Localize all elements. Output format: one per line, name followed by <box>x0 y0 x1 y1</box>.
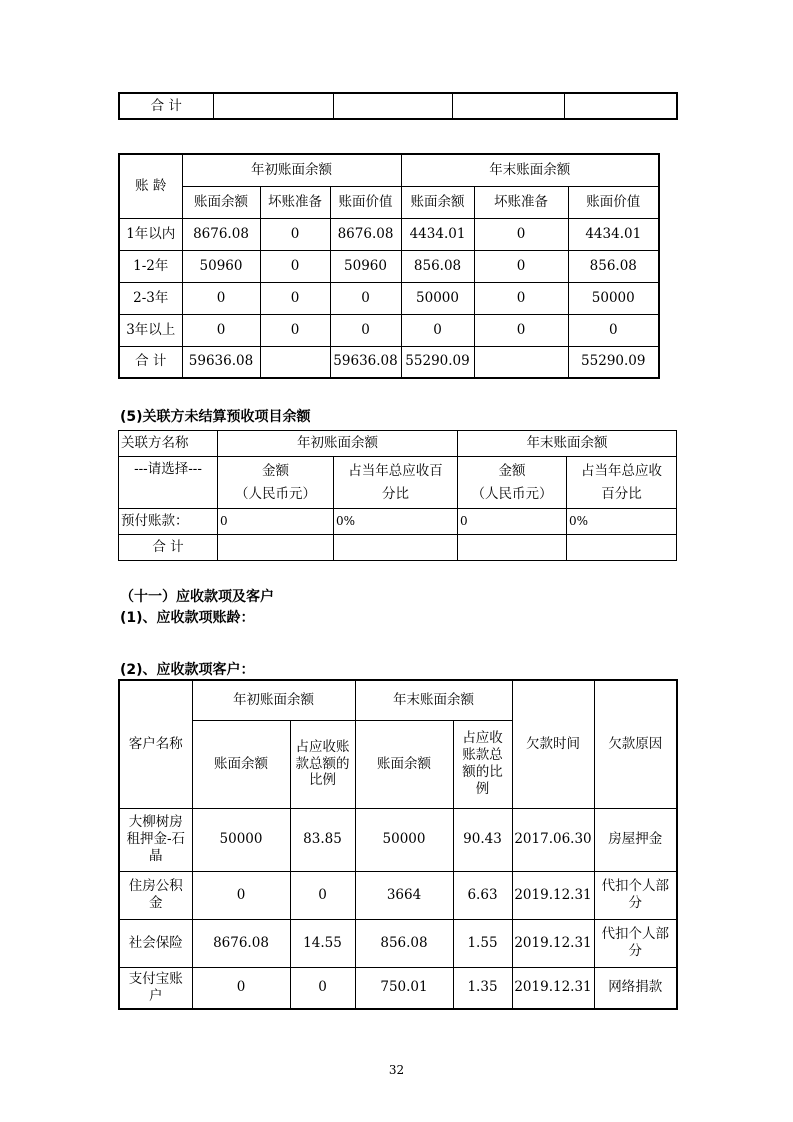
section11-sub1: (1)、应收款项账龄： <box>120 610 255 626</box>
table-cell: 3664 <box>355 871 453 919</box>
customer-name-cell: 住房公积 金 <box>119 871 192 919</box>
table-cell: 0 <box>182 282 260 314</box>
customer-name-cell: 社会保险 <box>119 919 192 967</box>
table-cell: 0 <box>260 314 330 346</box>
top-total-label: 合 计 <box>119 93 213 119</box>
table-cell: 83.85 <box>290 808 355 871</box>
begin-balance-header: 账面余额 <box>192 720 290 808</box>
related-party-name-header: 关联方名称 <box>119 431 218 457</box>
table-cell <box>260 346 330 378</box>
table-cell: 2017.06.30 <box>512 808 594 871</box>
related-total-label: 合 计 <box>119 535 218 561</box>
table-cell: 0 <box>260 282 330 314</box>
begin-pct-header: 占当年总应收百 分比 <box>334 457 458 509</box>
table-cell: 2019.12.31 <box>512 967 594 1009</box>
table-cell: 14.55 <box>290 919 355 967</box>
begin-ratio-header: 占应收账 款总额的 比例 <box>290 720 355 808</box>
table-row <box>119 919 677 967</box>
table-cell: 6.63 <box>453 871 512 919</box>
table-cell: 856.08 <box>568 250 659 282</box>
table-cell: 50000 <box>401 282 474 314</box>
table-cell: 0% <box>334 509 458 535</box>
table-cell: 8676.08 <box>330 218 401 250</box>
table-cell: 59636.08 <box>330 346 401 378</box>
table-cell: 0 <box>568 314 659 346</box>
section5-heading: (5)关联方未结算预收项目余额 <box>120 409 311 425</box>
table-cell: 59636.08 <box>182 346 260 378</box>
end-amount-header: 金额 （人民币元） <box>458 457 567 509</box>
table-cell: 750.01 <box>355 967 453 1009</box>
table-cell: 0 <box>290 967 355 1009</box>
aging-sub-header: 坏账准备 <box>474 186 568 218</box>
aging-table <box>118 153 660 379</box>
table-cell: 0 <box>182 314 260 346</box>
table-cell: 0 <box>474 282 568 314</box>
customer-group-begin: 年初账面余额 <box>192 680 355 720</box>
aging-sub-header: 账面余额 <box>401 186 474 218</box>
table-cell: 50000 <box>568 282 659 314</box>
aging-row-label: 合 计 <box>119 346 182 378</box>
table-cell: 2019.12.31 <box>512 919 594 967</box>
begin-amount-header: 金额 （人民币元） <box>218 457 334 509</box>
table-row <box>119 871 677 919</box>
table-cell: 50960 <box>182 250 260 282</box>
related-group-end: 年末账面余额 <box>458 431 677 457</box>
table-cell: 0 <box>474 218 568 250</box>
table-cell: 0 <box>401 314 474 346</box>
related-party-table <box>118 430 677 561</box>
customer-name-header: 客户名称 <box>119 680 192 808</box>
table-cell: 0 <box>260 218 330 250</box>
table-row <box>119 282 659 314</box>
customer-reason-cell: 代扣个人部 分 <box>594 871 677 919</box>
aging-row-label: 1年以内 <box>119 218 182 250</box>
customer-reason-cell: 代扣个人部 分 <box>594 919 677 967</box>
table-row <box>119 509 677 535</box>
top-total-table <box>118 92 678 120</box>
table-cell: 0% <box>567 509 677 535</box>
table-cell: 50000 <box>192 808 290 871</box>
table-cell: 50000 <box>355 808 453 871</box>
table-cell <box>474 346 568 378</box>
table-cell: 0 <box>192 967 290 1009</box>
customer-reason-header: 欠款原因 <box>594 680 677 808</box>
table-cell: 0 <box>260 250 330 282</box>
table-cell: 1.35 <box>453 967 512 1009</box>
table-cell: 0 <box>218 509 334 535</box>
customer-name-cell: 大柳树房 租押金-石 晶 <box>119 808 192 871</box>
table-row <box>119 346 659 378</box>
table-cell: 8676.08 <box>192 919 290 967</box>
table-cell: 90.43 <box>453 808 512 871</box>
table-cell: 55290.09 <box>401 346 474 378</box>
table-cell: 856.08 <box>401 250 474 282</box>
end-pct-header: 占当年总应收 百分比 <box>567 457 677 509</box>
related-party-select[interactable]: ---请选择--- <box>119 457 218 509</box>
related-row-label: 预付账款： <box>119 509 218 535</box>
table-row <box>119 808 677 871</box>
end-balance-header: 账面余额 <box>355 720 453 808</box>
table-cell: 0 <box>290 871 355 919</box>
customer-name-cell: 支付宝账 户 <box>119 967 192 1009</box>
aging-group-begin: 年初账面余额 <box>182 154 401 186</box>
customer-group-end: 年末账面余额 <box>355 680 512 720</box>
end-ratio-header: 占应收 账款总 额的比 例 <box>453 720 512 808</box>
table-row <box>119 535 677 561</box>
aging-sub-header: 账面价值 <box>568 186 659 218</box>
aging-sub-header: 账面价值 <box>330 186 401 218</box>
aging-sub-header: 账面余额 <box>182 186 260 218</box>
customer-reason-cell: 房屋押金 <box>594 808 677 871</box>
table-cell: 2019.12.31 <box>512 871 594 919</box>
table-cell: 856.08 <box>355 919 453 967</box>
section11-heading: （十一）应收款项及客户 <box>120 589 274 605</box>
section11-sub2: (2)、应收款项客户： <box>120 662 255 678</box>
table-cell: 0 <box>192 871 290 919</box>
customer-reason-cell: 网络捐款 <box>594 967 677 1009</box>
table-cell: 4434.01 <box>401 218 474 250</box>
aging-sub-header: 坏账准备 <box>260 186 330 218</box>
table-cell: 0 <box>330 282 401 314</box>
table-cell: 0 <box>330 314 401 346</box>
table-row <box>119 967 677 1009</box>
table-cell: 0 <box>474 314 568 346</box>
aging-row-label: 1-2年 <box>119 250 182 282</box>
aging-group-end: 年末账面余额 <box>401 154 659 186</box>
aging-row-label: 3年以上 <box>119 314 182 346</box>
table-cell: 1.55 <box>453 919 512 967</box>
customer-time-header: 欠款时间 <box>512 680 594 808</box>
table-cell: 4434.01 <box>568 218 659 250</box>
aging-row-label: 2-3年 <box>119 282 182 314</box>
table-row <box>119 250 659 282</box>
aging-row-header: 账 龄 <box>119 154 182 218</box>
table-cell: 0 <box>458 509 567 535</box>
related-group-begin: 年初账面余额 <box>218 431 458 457</box>
table-row <box>119 218 659 250</box>
table-cell: 8676.08 <box>182 218 260 250</box>
table-cell: 55290.09 <box>568 346 659 378</box>
table-cell: 0 <box>474 250 568 282</box>
table-row <box>119 314 659 346</box>
table-cell: 50960 <box>330 250 401 282</box>
page-number: 32 <box>388 1063 405 1077</box>
customer-table <box>118 679 678 1010</box>
